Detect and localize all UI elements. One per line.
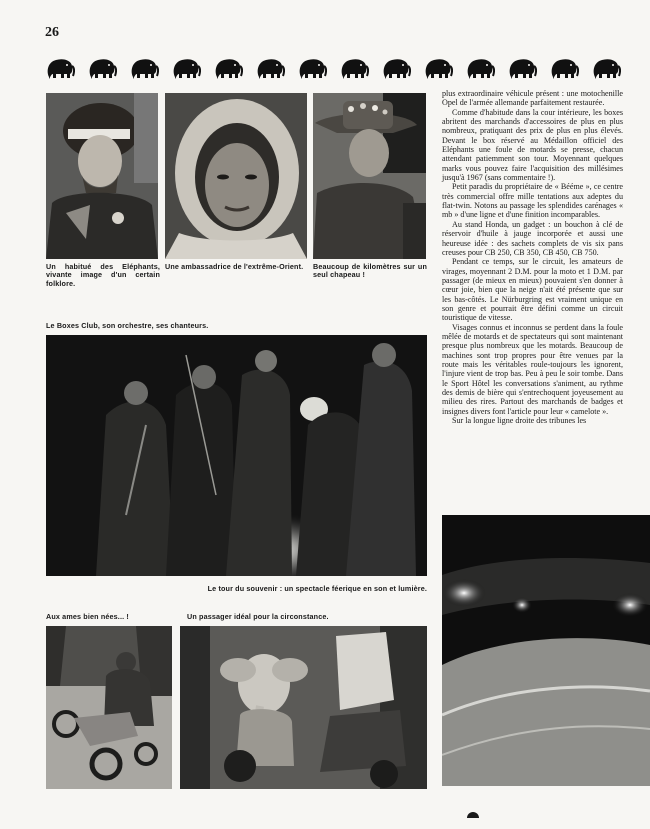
photo-child-bike bbox=[46, 626, 172, 789]
caption-passenger: Un passager idéal pour la circonstance. bbox=[187, 612, 329, 621]
photo-trapper-man bbox=[46, 93, 158, 259]
photo-boxes-club bbox=[46, 335, 427, 576]
article-paragraph: Pendant ce temps, sur le circuit, les amateurs de virages, moyennant 2 D.M. pour la moto et 1 D.M. par passager (de mieux en mieux) pouvaient s'en donner à cœur joie, bien que la neige n'ait été présente que sur les bas-côtés. Le Nürburgring est vraiment unique en son genre et pourrait être défini comme un circuit touristique de vitesse. bbox=[442, 257, 623, 323]
elephant-banner bbox=[45, 57, 625, 83]
caption-child-bike: Aux ames bien nées... ! bbox=[46, 612, 129, 621]
caption-boxes-club: Le Boxes Club, son orchestre, ses chanteurs. bbox=[46, 321, 209, 330]
article-paragraph: Comme d'habitude dans la cour intérieure, les boxes abritent des marchands d'accessoires de plus en plus nombreux, pratiquant des prix de plus en plus élevés. Devant le box réservé au Médaillon officiel des Eléphants une foule de motards se presse, chacun attendant patiemment son tour. Moyennant quelques marks vous pouvez faire l'acquisition des millésimes jusqu'à 1967 (sans commentaire !). bbox=[442, 107, 623, 183]
photo-parka-woman bbox=[165, 93, 307, 259]
caption-parka-woman: Une ambassadrice de l'extrême-Orient. bbox=[165, 262, 304, 271]
elephant-icon bbox=[129, 57, 159, 81]
article-paragraph: Sur la longue ligne droite des tribunes les bbox=[452, 416, 587, 426]
article-text bbox=[442, 89, 623, 425]
elephant-icon bbox=[171, 57, 201, 81]
elephant-icon bbox=[381, 57, 411, 81]
elephant-icon bbox=[465, 57, 495, 81]
photo-night-circuit bbox=[442, 515, 650, 786]
caption-trapper-man: Un habitué des Eléphants, vivante image d'un certain folklore. bbox=[46, 262, 160, 288]
elephant-icon bbox=[255, 57, 285, 81]
binding-hole-mark bbox=[466, 805, 480, 819]
elephant-icon bbox=[423, 57, 453, 81]
article-paragraph: Au stand Honda, un gadget : un bouchon à clé de réservoir d'huile à jauge incorporée et aussi une heureuse idée : des sachets complets de vis six pans creuses pour CB 250, CB 350, CB 450, CB 750. bbox=[442, 219, 623, 257]
caption-tour-souvenir: Le tour du souvenir : un spectacle féerique en son et lumière. bbox=[207, 584, 427, 593]
elephant-icon bbox=[213, 57, 243, 81]
elephant-icon bbox=[87, 57, 117, 81]
article-paragraph: Visages connus et inconnus se perdent dans la foule mêlée de motards et de spectateurs qui sont maintenant presque plus nombreux que les motards. Beaucoup de machines sont trop propres pour être venues par la route mais les véritables roule-toujours les ignorent, l'injure vient de trop bas. Peu à peu le soir tombe. Dans le Sport Hôtel les conversations s'animent, au rythme des demis de bière qui s'entrechoquent joyeusement au milieu des rires. Partout des marchands de badges et insignes divers font l'article pour leur « camelote ». bbox=[442, 322, 623, 416]
article-paragraph: Petit paradis du propriétaire de « Bééme », ce centre très commercial offre mille tentations aux adeptes du flat-twin. Notons au passage les splendides carénages « mb » d'une ligne et d'une finition incomparables. bbox=[442, 182, 623, 220]
page-number: 26 bbox=[45, 25, 59, 40]
elephant-icon bbox=[339, 57, 369, 81]
elephant-icon bbox=[591, 57, 621, 81]
elephant-icon bbox=[297, 57, 327, 81]
caption-hat-man: Beaucoup de kilomètres sur un seul chapeau ! bbox=[313, 262, 427, 280]
photo-passenger bbox=[180, 626, 427, 789]
photo-hat-man bbox=[313, 93, 426, 259]
elephant-icon bbox=[549, 57, 579, 81]
elephant-icon bbox=[45, 57, 75, 81]
article-paragraph: plus extraordinaire véhicule présent : une motochenille Opel de l'armée allemande parfaitement restaurée. bbox=[442, 89, 623, 108]
elephant-icon bbox=[507, 57, 537, 81]
